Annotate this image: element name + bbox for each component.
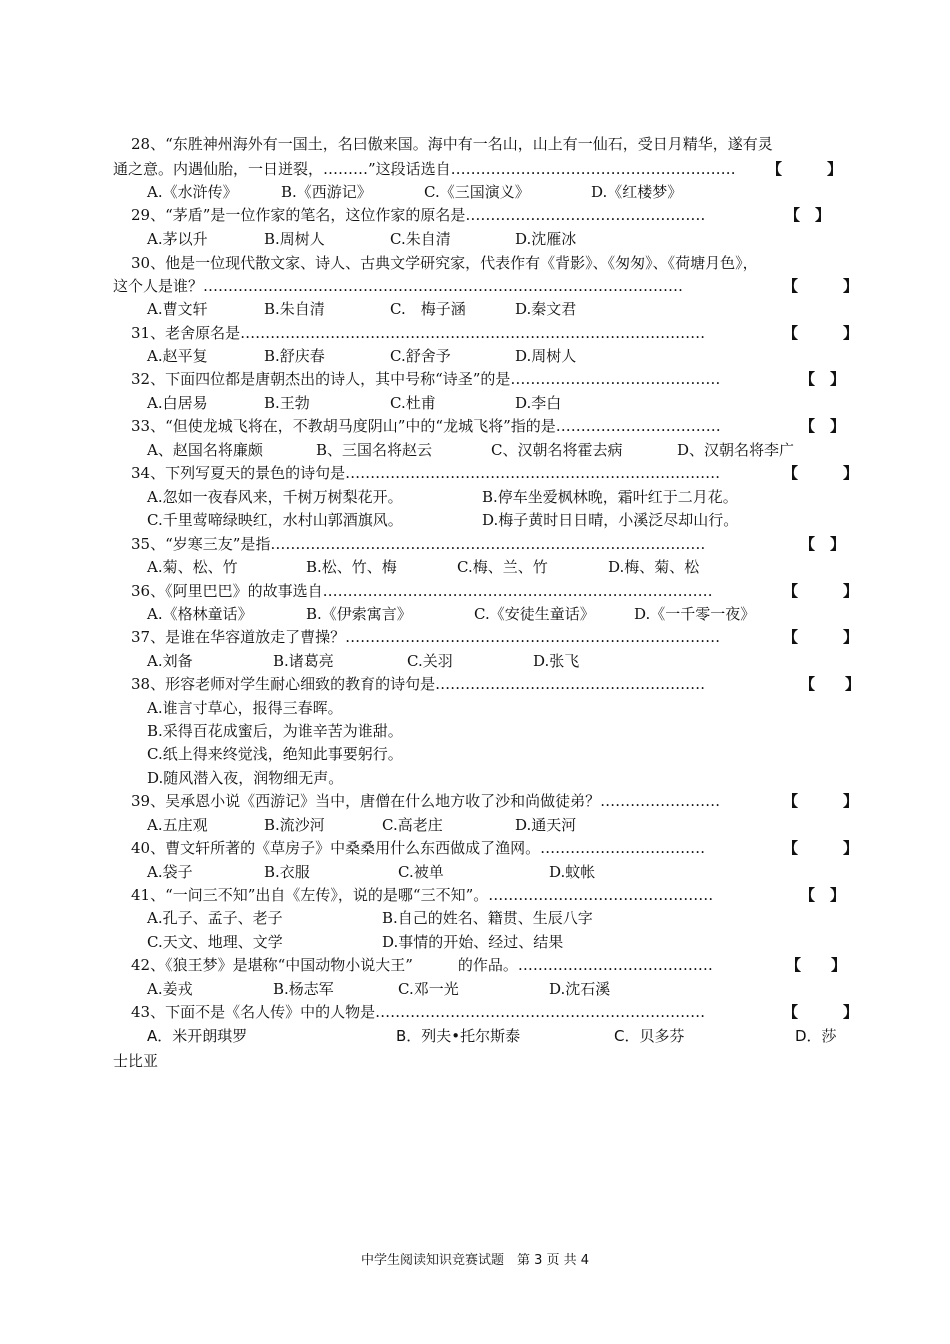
option-37-d[interactable]: D.张飞 <box>533 652 580 670</box>
option-28-b[interactable]: B.《西游记》 <box>281 183 372 201</box>
question-42-text: 42、《狼王梦》是堪称“中国动物小说大王” 的作品。………………………………… <box>131 956 713 974</box>
question-43-text: 43、下面不是《名人传》中的人物是………………………………………………………… <box>131 1003 706 1021</box>
question-30-text: 30、他是一位现代散文家、诗人、古典文学研究家，代表作有《背影》、《匆匆》、《荷塘月色》， <box>131 254 758 272</box>
question-41-text: 41、“一问三不知”出自《左传》，说的是哪“三不知”。……………………………………… <box>131 886 714 904</box>
option-37-a[interactable]: A.刘备 <box>147 652 193 670</box>
option-29-a[interactable]: A.茅以升 <box>147 230 208 248</box>
question-34-text: 34、下列写夏天的景色的诗句是………………………………………………………………… <box>131 464 721 482</box>
option-33-b[interactable]: B、三国名将赵云 <box>316 441 433 459</box>
answer-bracket-28[interactable]: 【 】 <box>767 160 843 178</box>
option-33-c[interactable]: C、汉朝名将霍去病 <box>491 441 623 459</box>
answer-bracket-39[interactable]: 【 】 <box>783 792 859 810</box>
option-40-a[interactable]: A.袋子 <box>147 863 193 881</box>
option-36-a[interactable]: A.《格林童话》 <box>147 605 253 623</box>
question-33-text: 33、“但使龙城飞将在，不教胡马度阴山”中的“龙城飞将”指的是…………………………… <box>131 417 721 435</box>
option-34-a[interactable]: A.忽如一夜春风来，千树万树梨花开。 <box>147 488 403 506</box>
question-28-text-cont: 通之意。内遇仙胎，一日迸裂，………”这段话选自………………………………………………… <box>113 160 736 178</box>
option-36-d[interactable]: D.《一千零一夜》 <box>634 605 756 623</box>
option-39-c[interactable]: C.高老庄 <box>382 816 443 834</box>
option-32-b[interactable]: B.王勃 <box>264 394 310 412</box>
question-30-text-cont: 这个人是谁？…………………………………………………………………………………… <box>113 277 684 295</box>
option-35-a[interactable]: A.菊、松、竹 <box>147 558 238 576</box>
question-40-text: 40、曹文轩所著的《草房子》中桑桑用什么东西做成了渔网。…………………………… <box>131 839 706 857</box>
option-43-d[interactable]: D．莎 <box>795 1027 837 1045</box>
answer-bracket-40[interactable]: 【 】 <box>783 839 859 857</box>
option-38-a[interactable]: A.谁言寸草心，报得三春晖。 <box>147 699 343 717</box>
option-34-d[interactable]: D.梅子黄时日日晴，小溪泛尽却山行。 <box>482 511 739 529</box>
answer-bracket-41[interactable]: 【 】 <box>800 886 846 904</box>
option-36-c[interactable]: C.《安徒生童话》 <box>474 605 595 623</box>
option-37-c[interactable]: C.关羽 <box>407 652 453 670</box>
answer-bracket-31[interactable]: 【 】 <box>783 324 859 342</box>
option-28-d[interactable]: D.《红楼梦》 <box>591 183 683 201</box>
answer-bracket-33[interactable]: 【 】 <box>800 417 846 435</box>
option-28-a[interactable]: A.《水浒传》 <box>147 183 238 201</box>
option-34-b[interactable]: B.停车坐爱枫林晚，霜叶红于二月花。 <box>482 488 738 506</box>
question-38-text: 38、形容老师对学生耐心细致的教育的诗句是……………………………………………… <box>131 675 706 693</box>
question-32-text: 32、下面四位都是唐朝杰出的诗人，其中号称“诗圣”的是…………………………………… <box>131 370 721 388</box>
question-37-text: 37、是谁在华容道放走了曹操？………………………………………………………………… <box>131 628 721 646</box>
option-42-d[interactable]: D.沈石溪 <box>549 980 611 998</box>
option-38-b[interactable]: B.采得百花成蜜后，为谁辛苦为谁甜。 <box>147 722 403 740</box>
option-30-b[interactable]: B.朱自清 <box>264 300 325 318</box>
option-37-b[interactable]: B.诸葛亮 <box>273 652 334 670</box>
option-34-c[interactable]: C.千里莺啼绿映红，水村山郭酒旗风。 <box>147 511 403 529</box>
option-39-b[interactable]: B.流沙河 <box>264 816 325 834</box>
option-33-a[interactable]: A、赵国名将廉颇 <box>147 441 263 459</box>
option-40-d[interactable]: D.蚊帐 <box>549 863 596 881</box>
option-41-a[interactable]: A.孔子、孟子、老子 <box>147 909 283 927</box>
answer-bracket-38[interactable]: 【 】 <box>800 675 861 693</box>
answer-bracket-35[interactable]: 【 】 <box>800 535 846 553</box>
option-41-d[interactable]: D.事情的开始、经过、结果 <box>382 933 564 951</box>
question-31-text: 31、老舍原名是………………………………………………………………………………… <box>131 324 706 342</box>
answer-bracket-36[interactable]: 【 】 <box>783 582 859 600</box>
option-30-d[interactable]: D.秦文君 <box>515 300 577 318</box>
option-36-b[interactable]: B.《伊索寓言》 <box>306 605 412 623</box>
option-39-a[interactable]: A.五庄观 <box>147 816 208 834</box>
page-footer: 中学生阅读知识竞赛试题 第 3 页 共 4 <box>360 1253 590 1268</box>
option-32-d[interactable]: D.李白 <box>515 394 562 412</box>
option-42-c[interactable]: C.邓一光 <box>398 980 459 998</box>
option-31-d[interactable]: D.周树人 <box>515 347 577 365</box>
option-43-c[interactable]: C．贝多芬 <box>614 1027 685 1045</box>
option-43-a[interactable]: A．米开朗琪罗 <box>147 1027 248 1045</box>
question-28-text: 28、“东胜神州海外有一国土，名曰傲来国。海中有一名山，山上有一仙石，受日月精华，遂有灵 <box>131 135 773 153</box>
option-41-c[interactable]: C.天文、地理、文学 <box>147 933 283 951</box>
option-29-b[interactable]: B.周树人 <box>264 230 325 248</box>
option-40-c[interactable]: C.被单 <box>398 863 444 881</box>
option-33-d[interactable]: D、汉朝名将李广 <box>677 441 795 459</box>
option-31-c[interactable]: C.舒舍予 <box>390 347 451 365</box>
answer-bracket-32[interactable]: 【 】 <box>800 370 846 388</box>
option-32-c[interactable]: C.杜甫 <box>390 394 436 412</box>
option-43-b[interactable]: B．列夫•托尔斯泰 <box>396 1027 521 1045</box>
question-29-text: 29、“茅盾”是一位作家的笔名，这位作家的原名是………………………………………… <box>131 206 706 224</box>
answer-bracket-43[interactable]: 【 】 <box>783 1003 859 1021</box>
option-40-b[interactable]: B.衣服 <box>264 863 310 881</box>
answer-bracket-37[interactable]: 【 】 <box>783 628 859 646</box>
option-38-d[interactable]: D.随风潜入夜，润物细无声。 <box>147 769 344 787</box>
option-29-d[interactable]: D.沈雁冰 <box>515 230 577 248</box>
option-42-b[interactable]: B.杨志军 <box>273 980 334 998</box>
option-35-d[interactable]: D.梅、菊、松 <box>608 558 700 576</box>
option-32-a[interactable]: A.白居易 <box>147 394 208 412</box>
option-30-c[interactable]: C. 梅子涵 <box>390 300 466 318</box>
answer-bracket-30[interactable]: 【 】 <box>783 277 859 295</box>
option-30-a[interactable]: A.曹文轩 <box>147 300 208 318</box>
option-42-a[interactable]: A.姜戎 <box>147 980 193 998</box>
option-43-d-wrap: 士比亚 <box>113 1052 159 1070</box>
option-31-a[interactable]: A.赵平复 <box>147 347 208 365</box>
option-28-c[interactable]: C.《三国演义》 <box>424 183 530 201</box>
option-35-b[interactable]: B.松、竹、梅 <box>306 558 397 576</box>
option-38-c[interactable]: C.纸上得来终觉浅，绝知此事要躬行。 <box>147 745 403 763</box>
option-39-d[interactable]: D.通天河 <box>515 816 577 834</box>
option-35-c[interactable]: C.梅、兰、竹 <box>457 558 548 576</box>
question-36-text: 36、《阿里巴巴》的故事选自…………………………………………………………………… <box>131 582 713 600</box>
answer-bracket-29[interactable]: 【 】 <box>785 206 831 224</box>
option-41-b[interactable]: B.自己的姓名、籍贯、生辰八字 <box>382 909 593 927</box>
question-35-text: 35、“岁寒三友”是指…………………………………………………………………………… <box>131 535 706 553</box>
option-29-c[interactable]: C.朱自清 <box>390 230 451 248</box>
question-39-text: 39、吴承恩小说《西游记》当中，唐僧在什么地方收了沙和尚做徒弟？…………………… <box>131 792 721 810</box>
option-31-b[interactable]: B.舒庆春 <box>264 347 325 365</box>
answer-bracket-42[interactable]: 【 】 <box>786 956 847 974</box>
answer-bracket-34[interactable]: 【 】 <box>783 464 859 482</box>
